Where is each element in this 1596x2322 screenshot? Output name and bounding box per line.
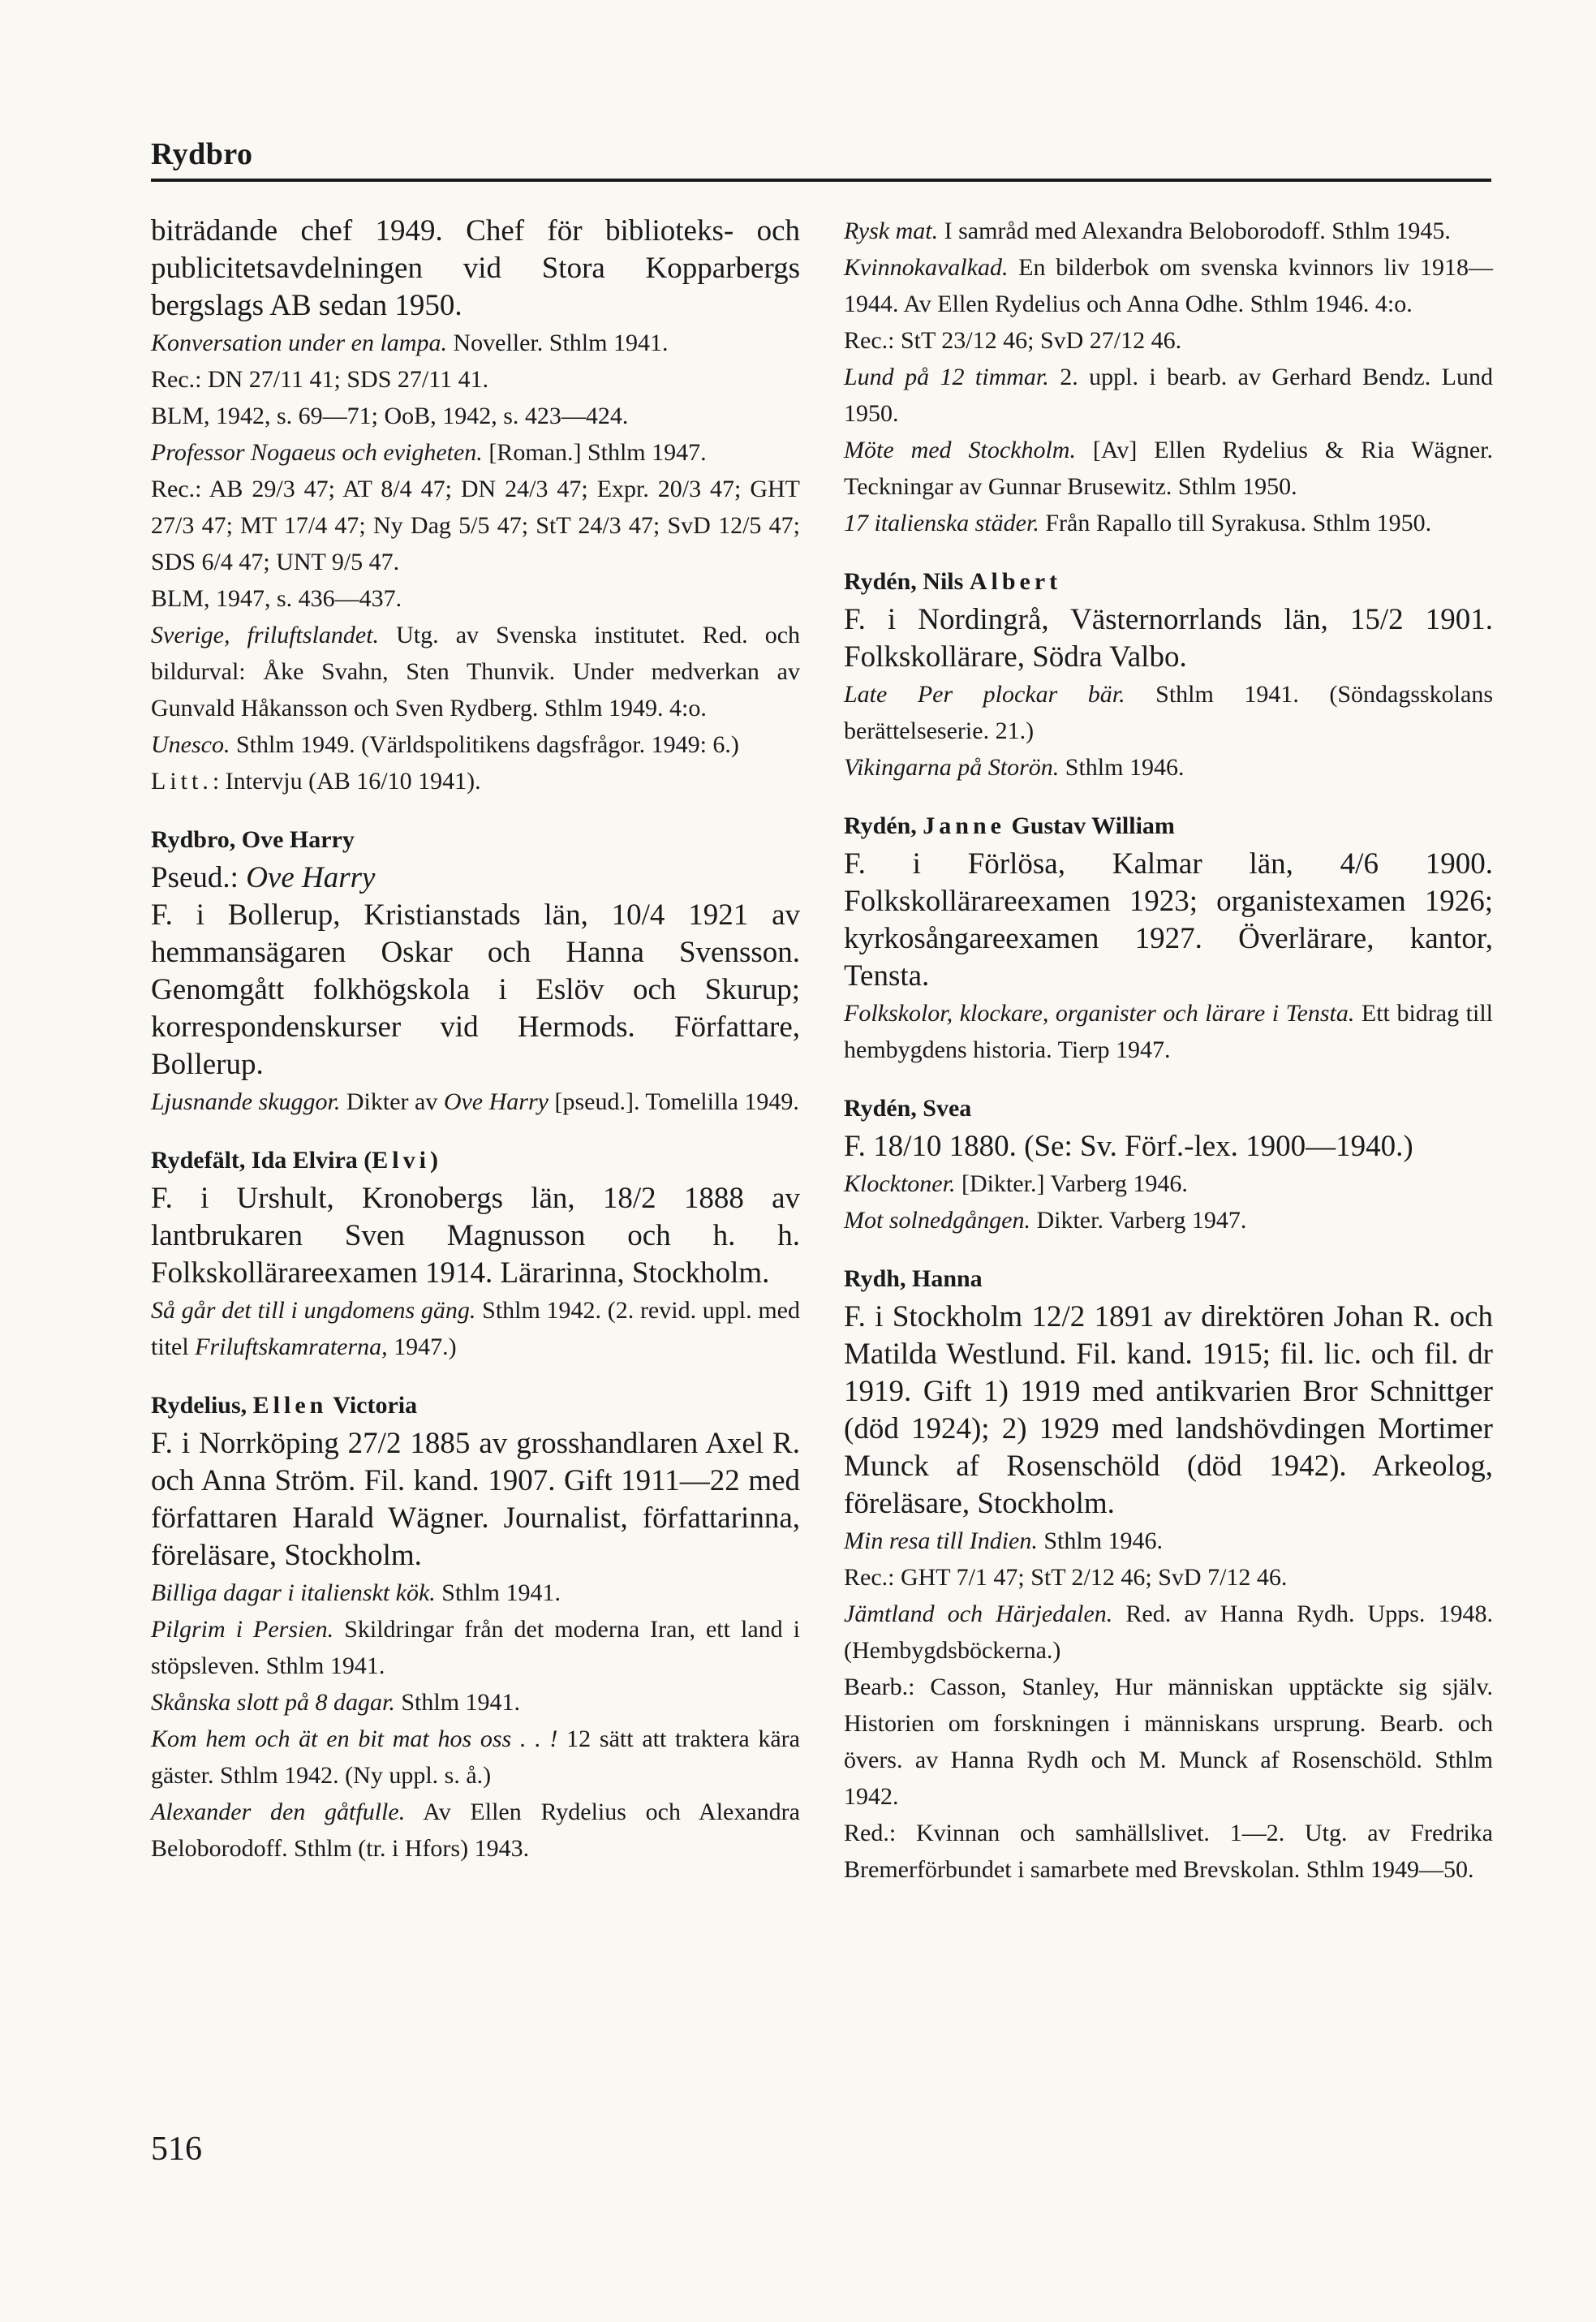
work-item: Klocktoner. [Dikter.] Varberg 1946. — [844, 1170, 1188, 1197]
work-item: Så går det till i ungdomens gäng. Sthlm 1942. (2. revid. uppl. med titel Friluftskamraterna, 1947.) — [151, 1297, 800, 1360]
entry-name: Rydén, Nils Albert — [844, 568, 1062, 595]
review-line: Rec.: AB 29/3 47; AT 8/4 47; DN 24/3 47; Expr. 20/3 47; GHT 27/3 47; MT 17/4 47; Ny Dag 5/5 47; StT 24/3 47; SvD 12/5 47; SDS 6/4 47; UNT 9/5 47. — [151, 476, 800, 575]
work-item: Billiga dagar i italienskt kök. Sthlm 1941. — [151, 1579, 561, 1606]
entry-bio: F. i Stockholm 12/2 1891 av direktören Johan R. och Matilda Westlund. Fil. kand. 1915; fil. lic. och fil. dr 1919. Gift 1) 1919 med antikvarien Bror Schnittger (död 1924); 2) 1929 med landshövdingen Mortimer Munck af Rosenschöld (död 1942). Arkeolog, föreläsare, Stockholm. — [844, 1300, 1493, 1520]
work-item: Möte med Stockholm. [Av] Ellen Rydelius & Ria Wägner. Teckningar av Gunnar Brusewitz. Sthlm 1950. — [844, 437, 1494, 500]
running-head-title: Rydbro — [151, 137, 253, 171]
left-column — [151, 213, 800, 1891]
work-item: Folkskolor, klockare, organister och lärare i Tensta. Ett bidrag till hembygdens historia. Tierp 1947. — [844, 1000, 1493, 1063]
work-item: Unesco. Sthlm 1949. (Världspolitikens dagsfrågor. 1949: 6.) — [151, 731, 739, 758]
work-item: Skånska slott på 8 dagar. Sthlm 1941. — [151, 1689, 521, 1716]
editor-line: Red.: Kvinnan och samhällslivet. 1—2. Utg. av Fredrika Bremerförbundet i samarbete med Brevskolan. Sthlm 1949—50. — [844, 1820, 1493, 1883]
review-line: BLM, 1947, s. 436—437. — [151, 585, 402, 612]
entry-name: Rydh, Hanna — [844, 1265, 983, 1292]
work-item: Kom hem och ät en bit mat hos oss . . ! 12 sätt att traktera kära gäster. Sthlm 1942. (Ny uppl. s. å.) — [151, 1725, 800, 1789]
work-item: Ljusnande skuggor. Dikter av Ove Harry [pseud.]. Tomelilla 1949. — [151, 1088, 799, 1115]
right-column — [844, 213, 1493, 1912]
work-item: Late Per plockar bär. Sthlm 1941. (Söndagsskolans berättelseserie. 21.) — [844, 681, 1493, 744]
entry-name: Rydén, Svea — [844, 1095, 972, 1122]
work-item: Professor Nogaeus och evigheten. [Roman.] Sthlm 1947. — [151, 439, 707, 466]
review-line: Rec.: DN 27/11 41; SDS 27/11 41. — [151, 366, 489, 393]
entry-bio: F. i Urshult, Kronobergs län, 18/2 1888 av lantbrukaren Sven Magnusson och h. h. Folkskollärareexamen 1914. Lärarinna, Stockholm. — [151, 1182, 800, 1290]
work-item: Pilgrim i Persien. Skildringar från det moderna Iran, ett land i stöpsleven. Sthlm 1941. — [151, 1616, 800, 1679]
entry-bio: F. i Nordingrå, Västernorrlands län, 15/2 1901. Folkskollärare, Södra Valbo. — [844, 603, 1493, 674]
entry-rydelius-continued — [844, 213, 1493, 541]
literature-line: Litt.: Intervju (AB 16/10 1941). — [151, 768, 481, 795]
work-item: Konversation under en lampa. Noveller. Sthlm 1941. — [151, 330, 669, 356]
entry-bio: F. 18/10 1880. (Se: Sv. Förf.-lex. 1900—1940.) — [844, 1130, 1413, 1163]
entry-ryden-nils — [844, 566, 1493, 786]
entry-rydefalt — [151, 1144, 800, 1365]
entry-bio: F. i Bollerup, Kristianstads län, 10/4 1921 av hemmansägaren Oskar och Hanna Svensson. Genomgått folkhögskola i Eslöv och Skurup; korrespondenskurser vid Hermods. Författare, Bollerup. — [151, 898, 800, 1081]
entry-bio: biträdande chef 1949. Chef för biblioteks- och publicitetsavdelningen vid Stora Kopparbergs bergslags AB sedan 1950. — [151, 214, 800, 322]
entry-pseudonym: Pseud.: Ove Harry — [151, 861, 376, 894]
entry-bio: F. i Norrköping 27/2 1885 av grosshandlaren Axel R. och Anna Ström. Fil. kand. 1907. Gift 1911—22 med författaren Harald Wägner. Journalist, författarinna, föreläsare, Stockholm. — [151, 1427, 800, 1572]
work-item: Rysk mat. I samråd med Alexandra Beloborodoff. Sthlm 1945. — [844, 218, 1451, 244]
header-rule — [151, 179, 1491, 182]
review-line: BLM, 1942, s. 69—71; OoB, 1942, s. 423—424. — [151, 403, 629, 429]
work-item: Alexander den gåtfulle. Av Ellen Rydelius och Alexandra Beloborodoff. Sthlm (tr. i Hfors) 1943. — [151, 1799, 800, 1862]
work-item: Jämtland och Härjedalen. Red. av Hanna Rydh. Upps. 1948. (Hembygdsböckerna.) — [844, 1600, 1493, 1664]
entry-name: Rydén, Janne Gustav William — [844, 812, 1175, 839]
entry-rydbro — [151, 824, 800, 1120]
entry-bio: F. i Förlösa, Kalmar län, 4/6 1900. Folkskollärareexamen 1923; organistexamen 1926; kyrkosångareexamen 1927. Överlärare, kantor, Tensta. — [844, 847, 1493, 993]
work-item: Kvinnokavalkad. En bilderbok om svenska kvinnors liv 1918—1944. Av Ellen Rydelius och Anna Odhe. Sthlm 1946. 4:o. — [844, 254, 1493, 317]
entry-rydelius — [151, 1389, 800, 1867]
adaptation-line: Bearb.: Casson, Stanley, Hur människan upptäckte sig själv. Historien om forskningen i människans ursprung. Bearb. och övers. av Hanna Rydh och M. Munck af Rosenschöld. Sthlm 1942. — [844, 1674, 1493, 1810]
entry-ryden-svea — [844, 1092, 1493, 1239]
entry-name: Rydelius, Ellen Victoria — [151, 1392, 418, 1419]
review-line: Rec.: GHT 7/1 47; StT 2/12 46; SvD 7/12 46. — [844, 1564, 1288, 1591]
work-item: Lund på 12 timmar. 2. uppl. i bearb. av Gerhard Bendz. Lund 1950. — [844, 364, 1493, 427]
entry-name: Rydefält, Ida Elvira (Elvi) — [151, 1147, 438, 1174]
work-item: 17 italienska städer. Från Rapallo till Syrakusa. Sthlm 1950. — [844, 510, 1432, 536]
entry-name: Rydbro, Ove Harry — [151, 826, 355, 853]
work-item: Min resa till Indien. Sthlm 1946. — [844, 1527, 1164, 1554]
entry-ryden-janne — [844, 810, 1493, 1068]
page-number: 516 — [151, 2130, 202, 2168]
entry-continuation — [151, 213, 800, 799]
work-item: Vikingarna på Storön. Sthlm 1946. — [844, 754, 1185, 781]
work-item: Mot solnedgången. Dikter. Varberg 1947. — [844, 1207, 1247, 1234]
review-line: Rec.: StT 23/12 46; SvD 27/12 46. — [844, 327, 1182, 354]
work-item: Sverige, friluftslandet. Utg. av Svenska institutet. Red. och bildurval: Åke Svahn, Sten Thunvik. Under medverkan av Gunvald Håkansson och Sven Rydberg. Sthlm 1949. 4:o. — [151, 622, 801, 722]
entry-rydh — [844, 1263, 1493, 1888]
